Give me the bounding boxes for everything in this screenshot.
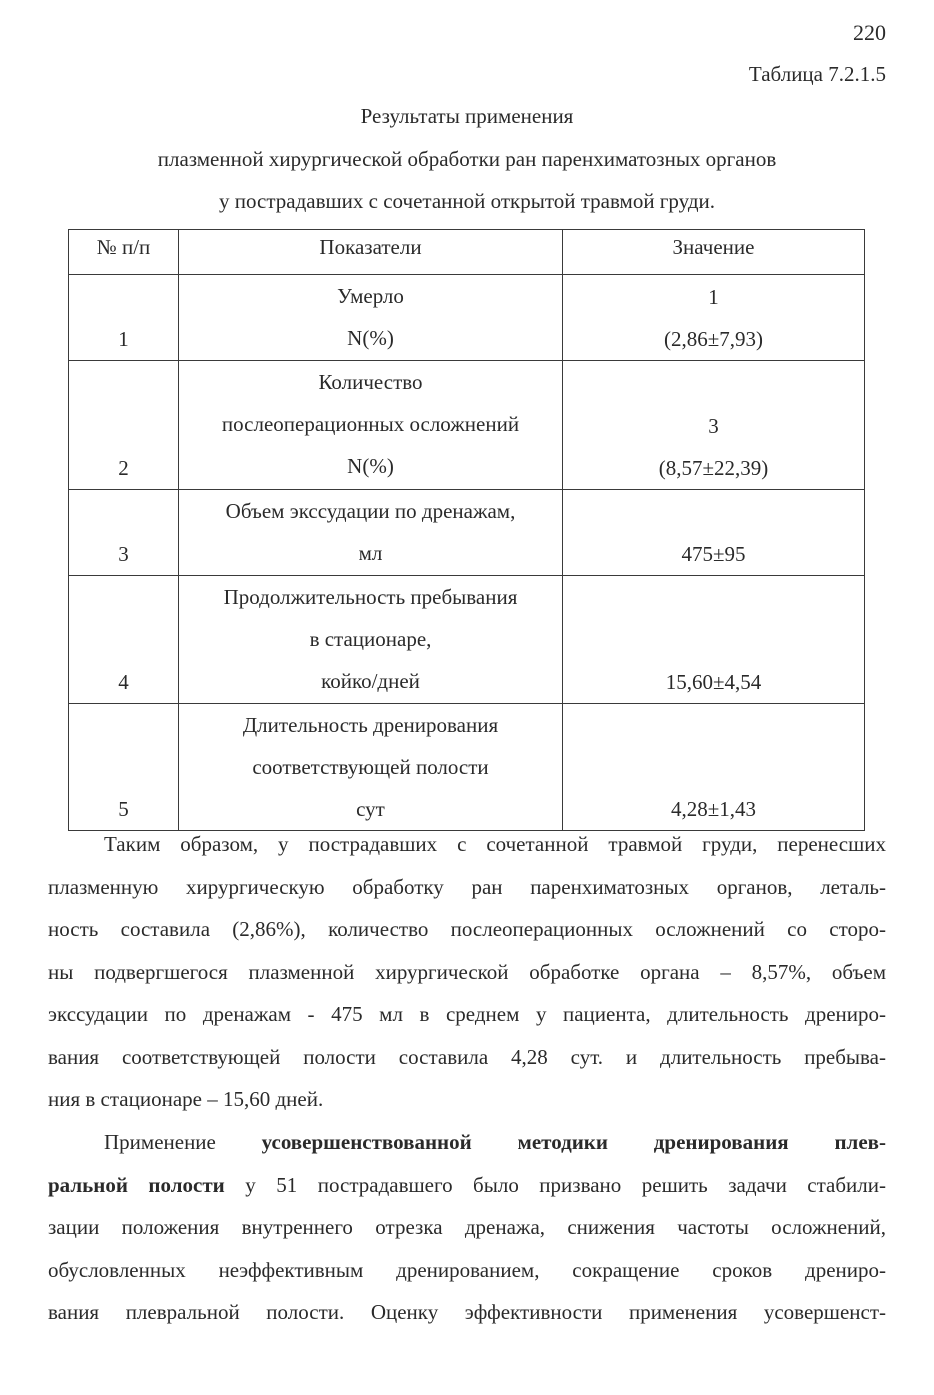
row-indicator	[179, 576, 563, 704]
row-value	[563, 361, 865, 490]
value-line: (2,86±7,93)	[663, 327, 763, 351]
table-caption-line: у пострадавших с сочетанной открытой травмой груди.	[219, 189, 715, 213]
row-number: 5	[69, 704, 179, 831]
indicator-line: Количество	[318, 370, 423, 394]
table-row	[69, 704, 865, 831]
value-line: 4,28±1,43	[670, 797, 757, 821]
bold-text: усовершенствованной методики дренирования плев-	[261, 1130, 886, 1154]
row-number: 2	[69, 361, 179, 490]
paragraph-line	[48, 1164, 886, 1207]
row-number: 3	[69, 490, 179, 576]
header-indicator: Показатели	[179, 230, 563, 275]
indicator-line: Длительность дренирования	[242, 713, 499, 737]
row-value	[563, 275, 865, 361]
paragraph-line: ния в стационаре – 15,60 дней.	[48, 1087, 324, 1111]
plain-text: Применение	[104, 1130, 216, 1154]
header-value: Значение	[563, 230, 865, 275]
row-value	[563, 576, 865, 704]
indicator-line: койко/дней	[321, 669, 420, 693]
indicator-line: мл	[358, 541, 383, 565]
indicator-line: соответствующей полости	[252, 755, 489, 779]
value-line: 475±95	[681, 542, 746, 566]
table-row	[69, 275, 865, 361]
paragraph-line: вания соответствующей полости составила 4,28 сут. и длительность пребыва-	[48, 1044, 886, 1069]
indicator-line: Умерло	[337, 284, 404, 308]
paragraph-line: плазменную хирургическую обработку ран паренхиматозных органов, леталь-	[48, 874, 886, 899]
indicator-line: Продолжительность пребывания	[223, 585, 518, 609]
paragraph-line: вания плевральной полости. Оценку эффективности применения усовершенст-	[48, 1300, 886, 1324]
indicator-line: N(%)	[347, 454, 394, 478]
summary-paragraph	[48, 823, 886, 1121]
row-number: 4	[69, 576, 179, 704]
indicator-line: послеоперационных осложнений	[221, 412, 520, 436]
paragraph-line: ность составила (2,86%), количество послеоперационных осложнений со сторо-	[48, 917, 886, 941]
table-row	[69, 490, 865, 576]
indicator-line: N(%)	[347, 326, 394, 350]
plain-text: у 51 пострадавшего было призвано решить задачи стабили-	[245, 1172, 886, 1197]
table-row	[69, 576, 865, 704]
value-line: 15,60±4,54	[665, 670, 762, 694]
row-indicator	[179, 275, 563, 361]
table-label: Таблица 7.2.1.5	[748, 62, 886, 86]
indicator-line: в стационаре,	[309, 627, 432, 651]
value-line: (8,57±22,39)	[658, 456, 769, 480]
row-indicator	[179, 704, 563, 831]
row-indicator	[179, 490, 563, 576]
bold-text: ральной полости	[48, 1172, 225, 1197]
row-value	[563, 490, 865, 576]
table-caption-line: Результаты применения	[360, 104, 574, 128]
table-caption-line: плазменной хирургической обработки ран паренхиматозных органов	[157, 147, 777, 171]
paragraph-line: обусловленных неэффективным дренированием, сокращение сроков дрениро-	[48, 1257, 886, 1282]
row-value	[563, 704, 865, 831]
header-number: № п/п	[69, 230, 179, 275]
page-number: 220	[853, 20, 886, 45]
table-header-row	[69, 230, 865, 275]
method-paragraph	[48, 1121, 886, 1334]
paragraph-line: экссудации по дренажам - 475 мл в среднем у пациента, длительность дрениро-	[48, 1002, 886, 1026]
indicator-line: Объем экссудации по дренажам,	[225, 499, 516, 523]
paragraph-line: зации положения внутреннего отрезка дренажа, снижения частоты осложнений,	[48, 1215, 886, 1239]
paragraph-line	[48, 1121, 886, 1164]
paragraph-line: ны подвергшегося плазменной хирургической обработке органа – 8,57%, объем	[48, 959, 886, 984]
row-number: 1	[69, 275, 179, 361]
row-indicator	[179, 361, 563, 490]
table-row	[69, 361, 865, 490]
value-line: 1	[708, 285, 719, 309]
value-line: 3	[708, 414, 719, 438]
results-table	[68, 229, 865, 831]
indicator-line: сут	[356, 797, 385, 821]
paragraph-line: Таким образом, у пострадавших с сочетанной травмой груди, перенесших	[104, 832, 886, 856]
